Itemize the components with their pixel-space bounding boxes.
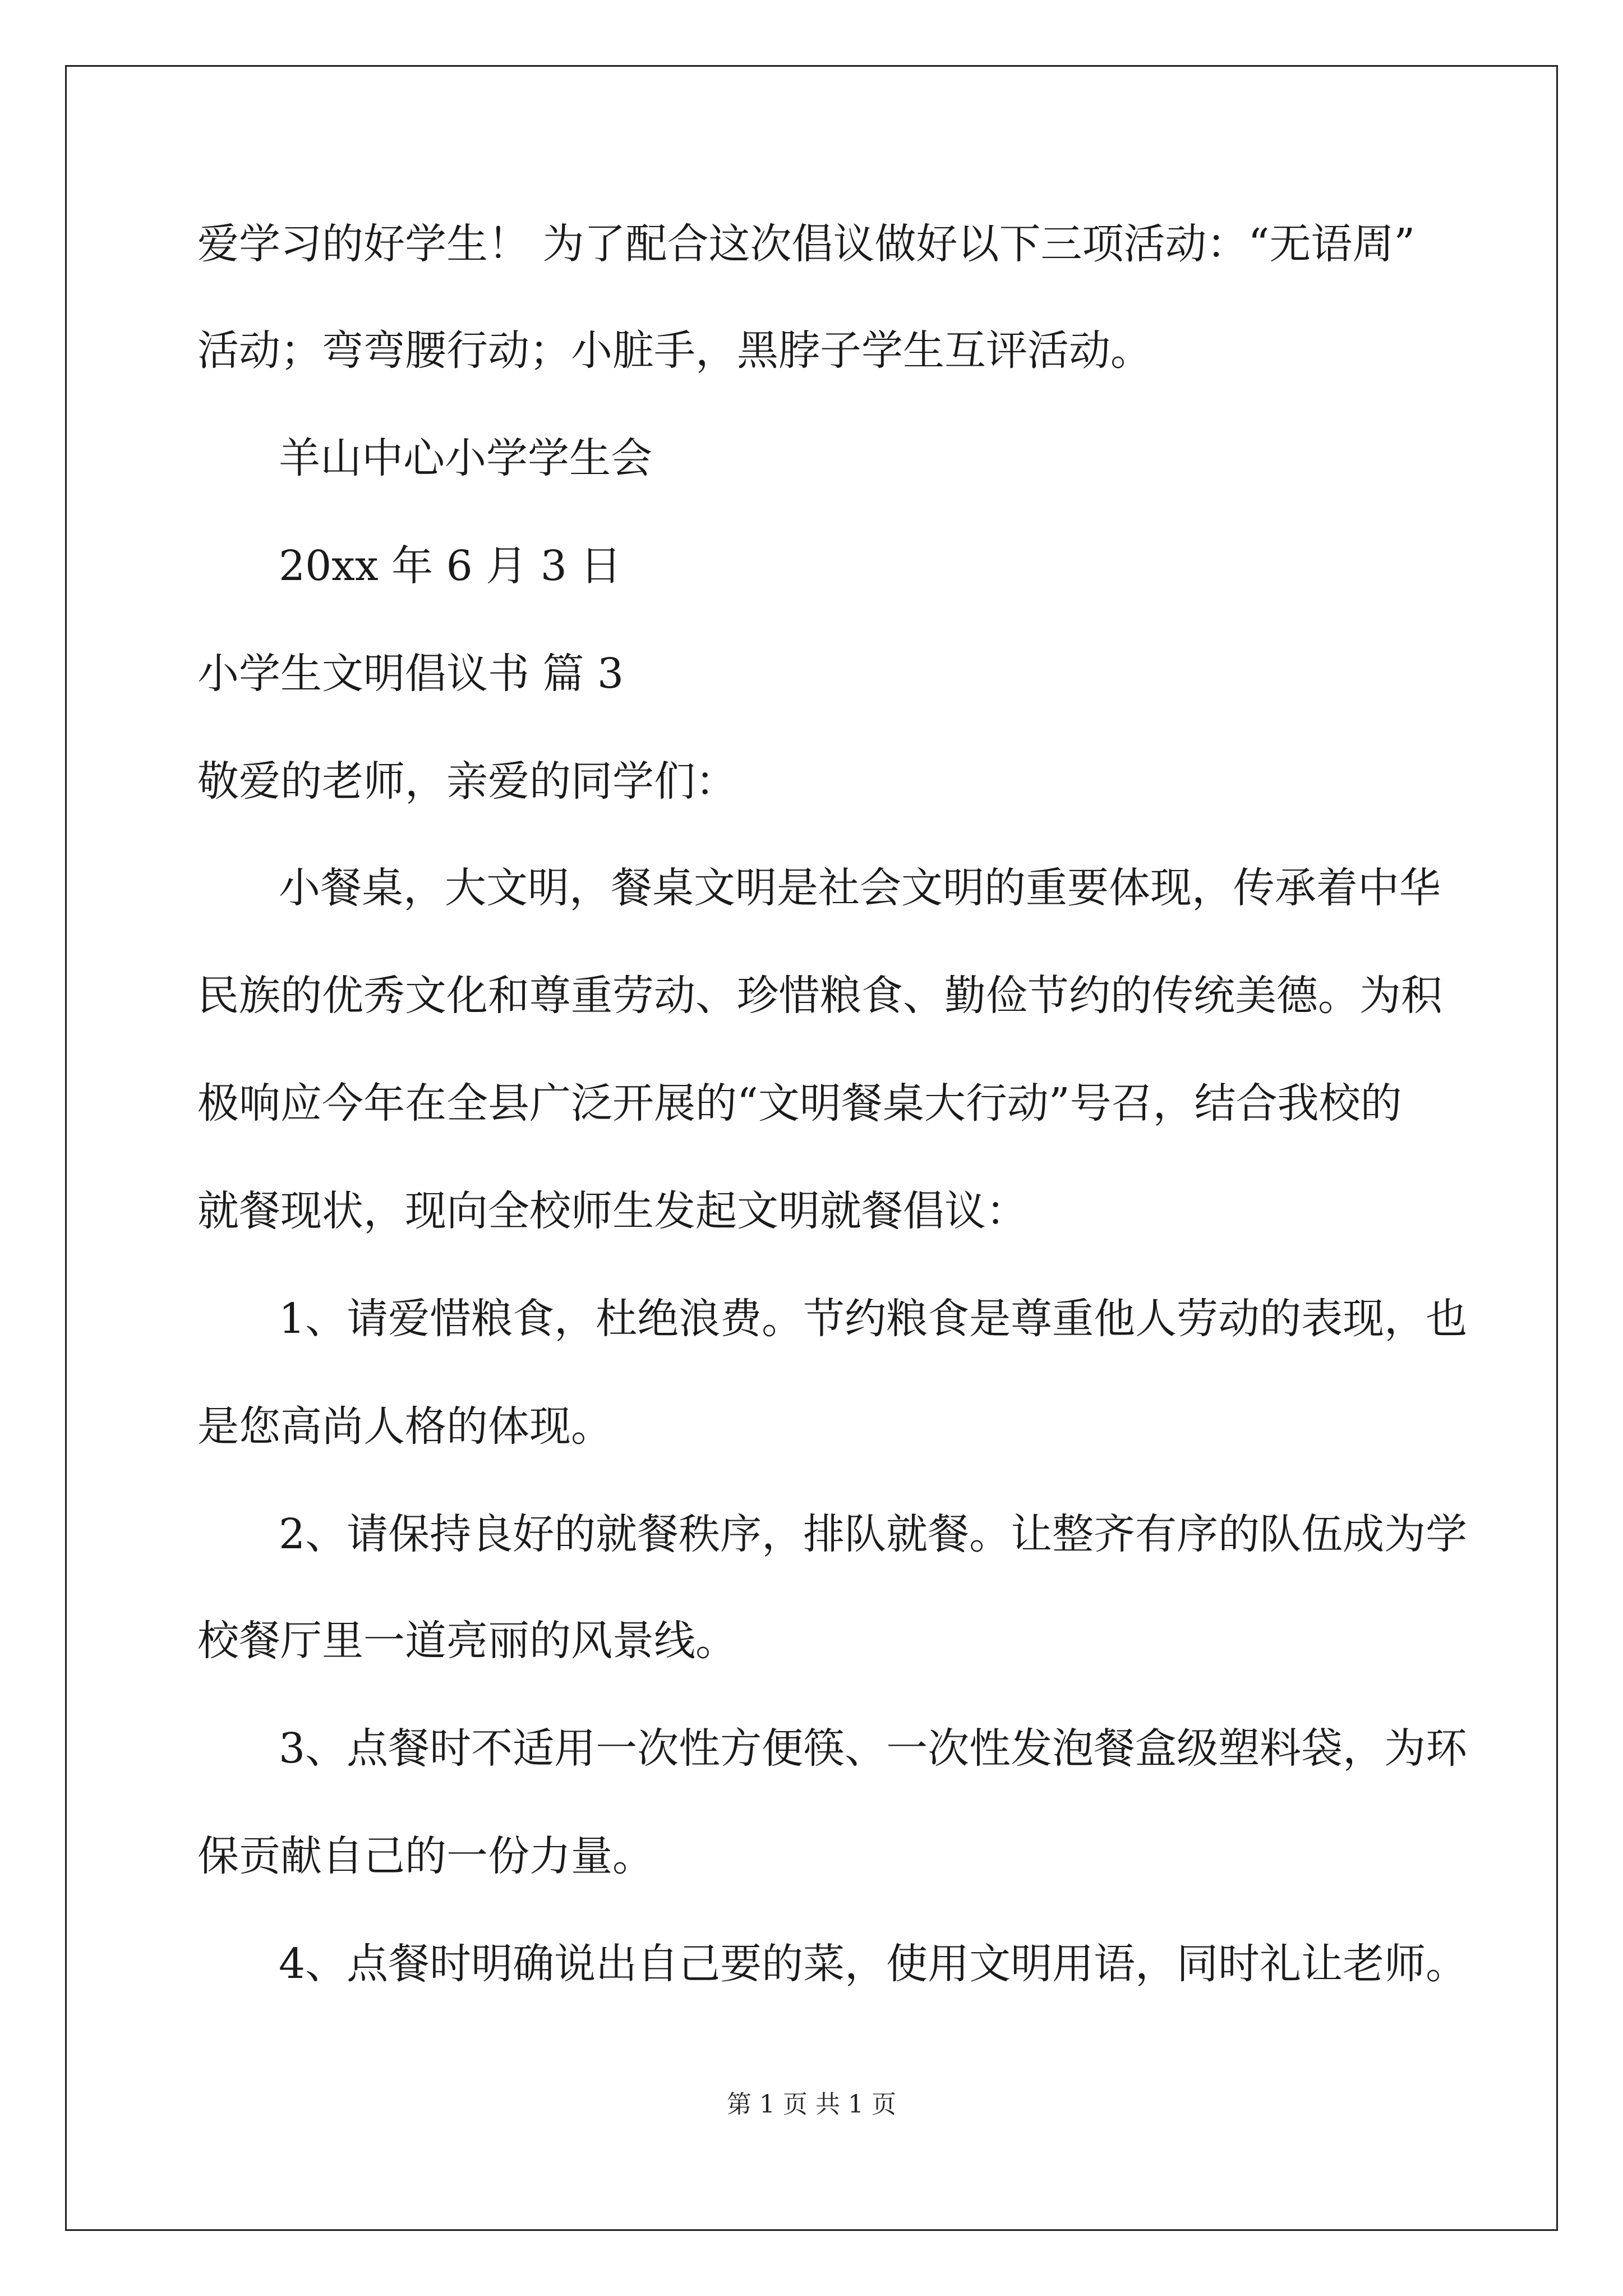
page-frame (65, 65, 1558, 2231)
list-item: 1、请爱惜粮食，杜绝浪费。节约粮食是尊重他人劳动的表现，也 (279, 1295, 1468, 1343)
page-footer: 第 1 页 共 1 页 (727, 2090, 896, 2119)
text-line: 就餐现状，现向全校师生发起文明就餐倡议： (197, 1187, 1027, 1235)
list-item: 4、点餐时明确说出自己要的菜，使用文明用语，同时礼让老师。 (279, 1940, 1468, 1988)
text-line: 爱学习的好学生！ 为了配合这次倡议做好以下三项活动：“无语周” (197, 220, 1415, 268)
signature-date: 20xx 年 6 月 3 日 (279, 542, 622, 590)
text-line: 活动；弯弯腰行动；小脏手，黑脖子学生互评活动。 (197, 326, 1152, 375)
signature-organization: 羊山中心小学学生会 (279, 434, 652, 482)
text-line: 校餐厅里一道亮丽的风景线。 (197, 1617, 737, 1665)
list-item: 3、点餐时不适用一次性方便筷、一次性发泡餐盒级塑料袋，为环 (279, 1724, 1468, 1773)
section-heading: 小学生文明倡议书 篇 3 (197, 650, 624, 698)
text-line: 小餐桌，大文明，餐桌文明是社会文明的重要体现，传承着中华 (279, 864, 1441, 912)
text-line: 保贡献自己的一份力量。 (197, 1832, 654, 1880)
text-line: 是您高尚人格的体现。 (197, 1402, 612, 1451)
text-line: 极响应今年在全县广泛开展的“文明餐桌大行动”号召，结合我校的 (197, 1079, 1402, 1128)
text-line: 民族的优秀文化和尊重劳动、珍惜粮食、勤俭节约的传统美德。为积 (197, 972, 1442, 1020)
salutation: 敬爱的老师，亲爱的同学们： (197, 757, 737, 806)
list-item: 2、请保持良好的就餐秩序，排队就餐。让整齐有序的队伍成为学 (279, 1510, 1468, 1558)
